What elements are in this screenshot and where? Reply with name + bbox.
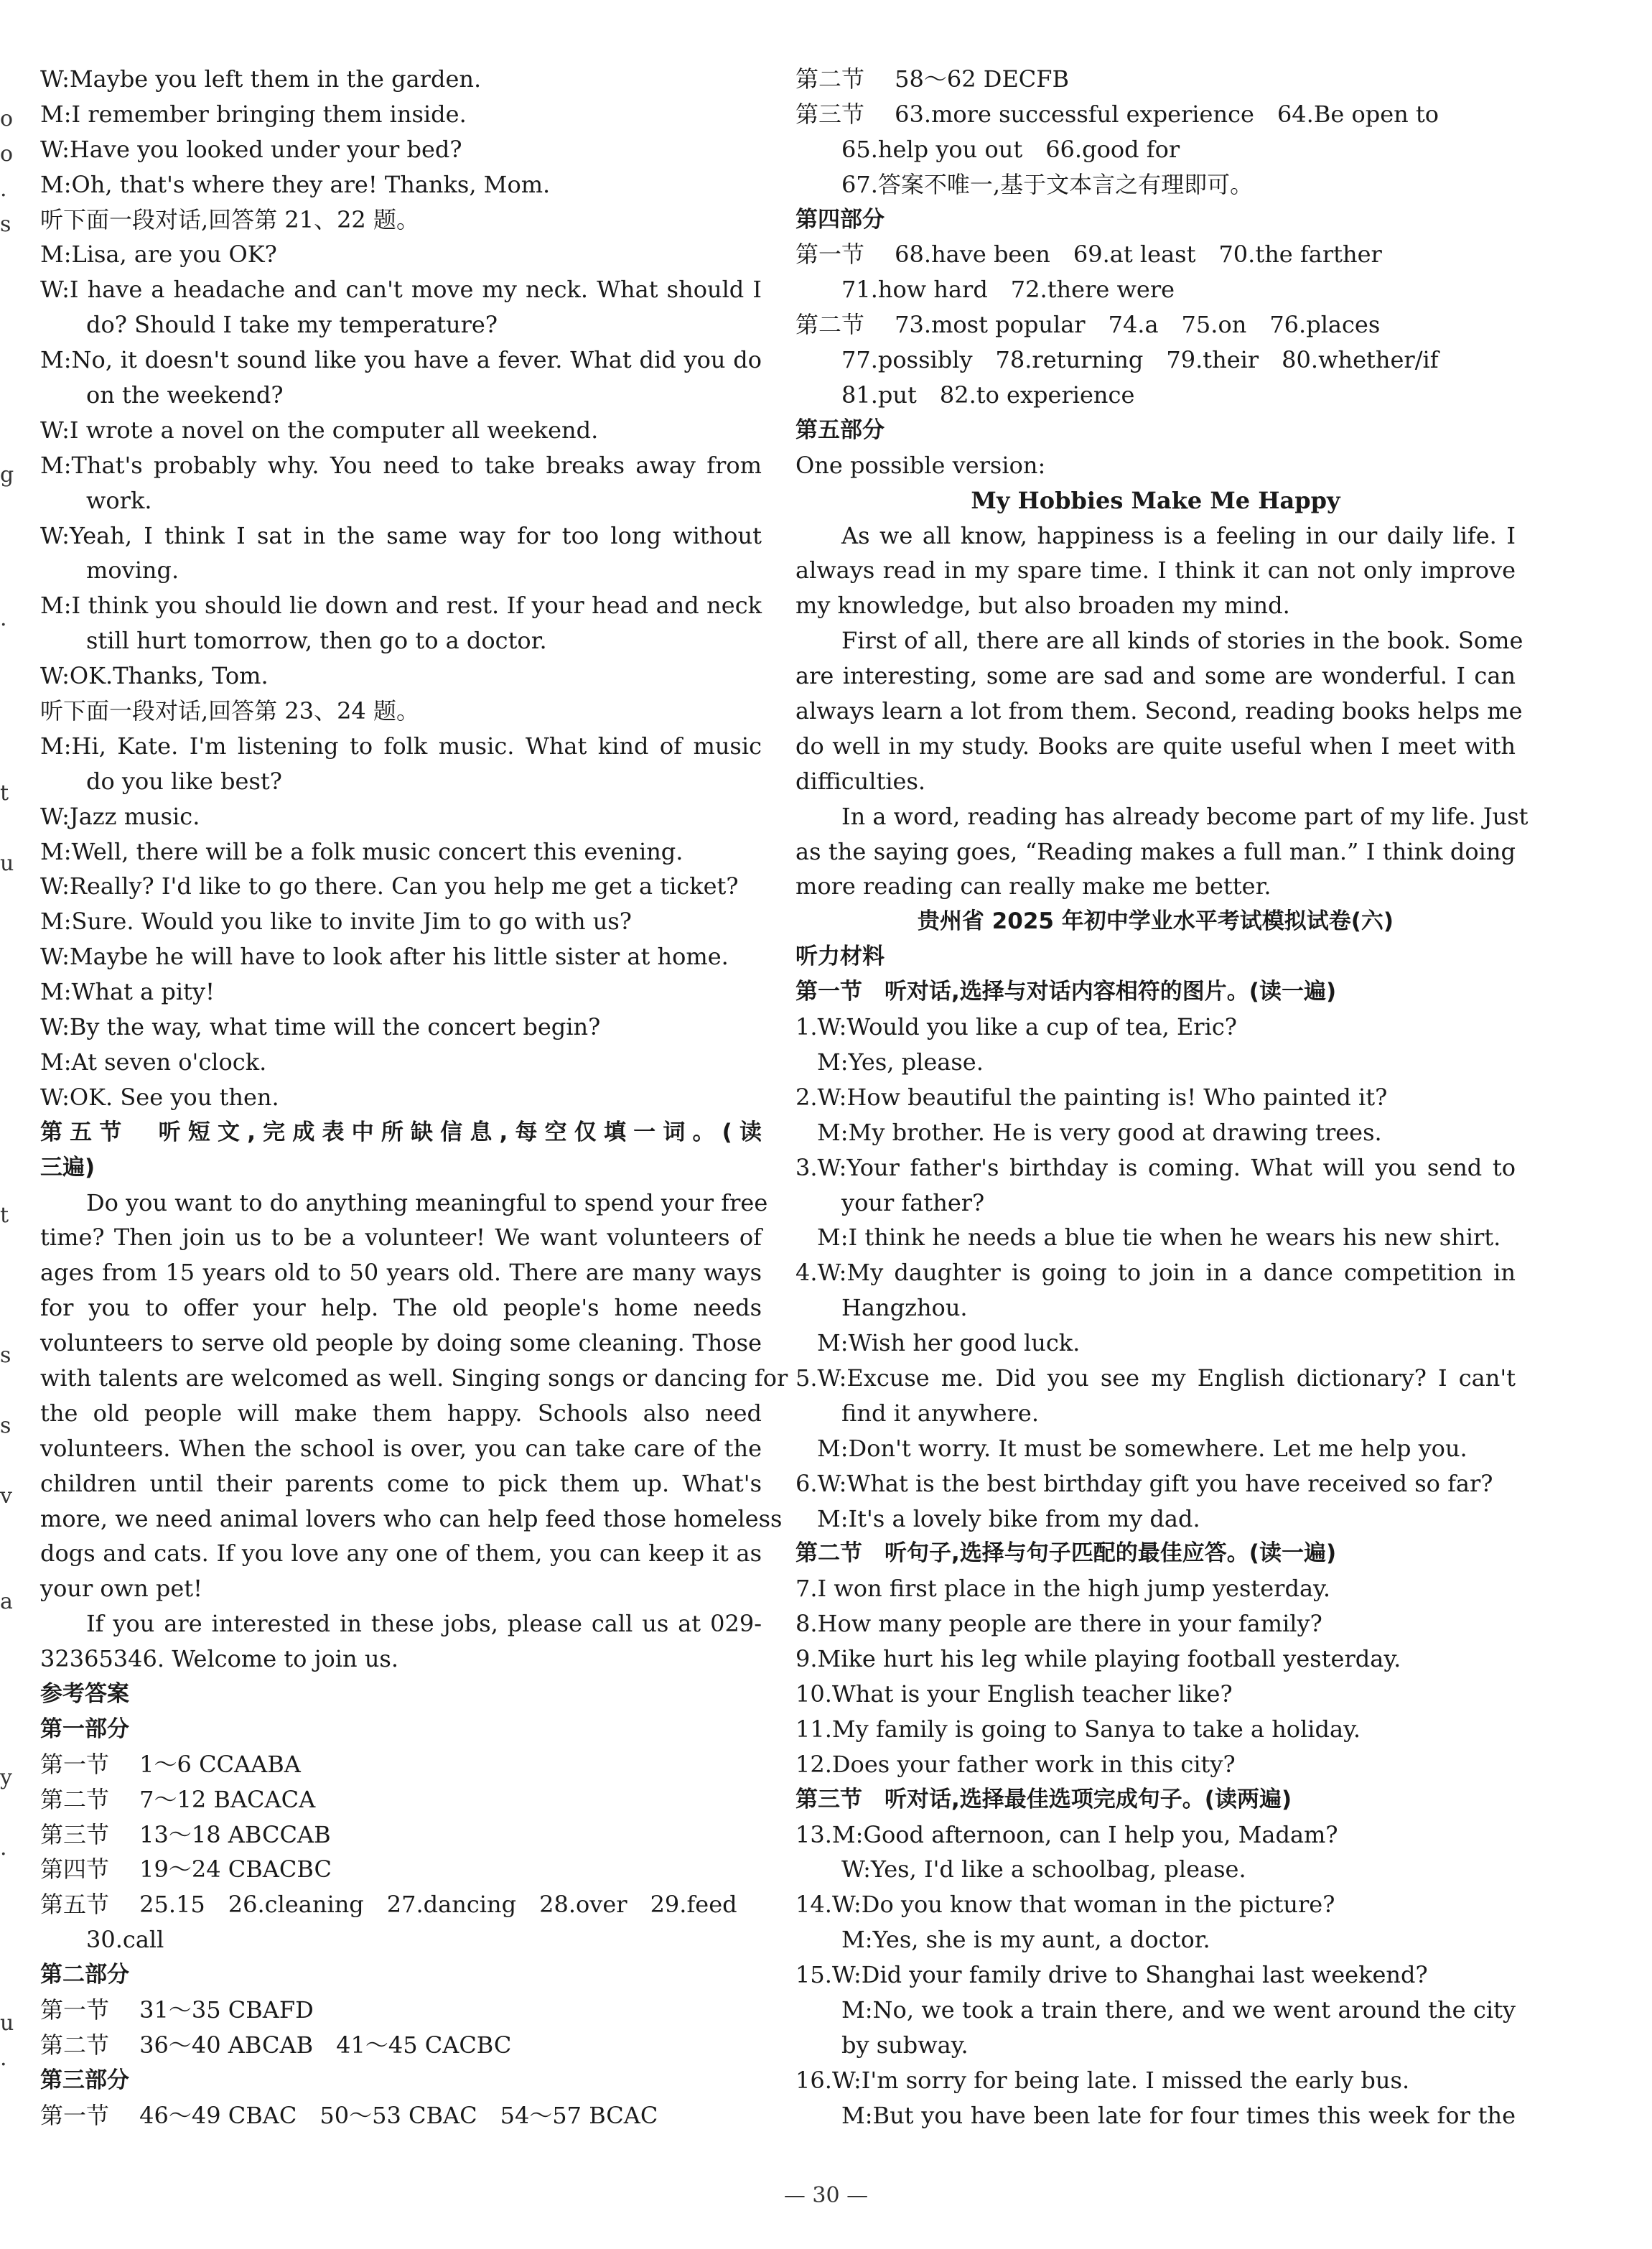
- left-text-line: W:Maybe he will have to look after his little sister at home.: [40, 943, 729, 971]
- left-text-line: If you are interested in these jobs, please call us at 029-: [86, 1610, 762, 1638]
- left-text-line: on the weekend?: [86, 381, 284, 409]
- right-text-line: always read in my spare time. I think it can not only improve: [795, 557, 1516, 585]
- right-text-line: In a word, reading has already become part of my life. Just: [841, 802, 1529, 830]
- left-text-line: W:Yeah, I think I sat in the same way for too long without: [40, 521, 762, 549]
- edge-mark: a: [0, 1589, 13, 1614]
- left-text-line: 第一部分: [40, 1715, 129, 1742]
- right-text-line: 12.Does your father work in this city?: [795, 1750, 1236, 1778]
- edge-mark: .: [0, 606, 7, 631]
- edge-mark: u: [0, 2011, 14, 2036]
- left-text-line: M:No, it doesn't sound like you have a fever. What did you do: [40, 346, 762, 374]
- left-text-line: 听下面一段对话,回答第 23、24 题。: [40, 697, 419, 725]
- right-text-line: 14.W:Do you know that woman in the picture?: [795, 1891, 1335, 1919]
- left-text-line: W:Really? I'd like to go there. Can you help me get a ticket?: [40, 872, 739, 900]
- right-text-line: 第二节 听句子,选择与句子匹配的最佳应答。(读一遍): [795, 1540, 1337, 1567]
- right-text-line: 11.My family is going to Sanya to take a holiday.: [795, 1715, 1361, 1743]
- right-text-line: as the saying goes, “Reading makes a full man.” I think doing: [795, 837, 1516, 865]
- left-text-line: 第二部分: [40, 1962, 129, 1988]
- edge-mark: o: [0, 141, 14, 167]
- right-text-line: M:I think he needs a blue tie when he wears his new shirt.: [817, 1224, 1501, 1252]
- right-text-line: M:It's a lovely bike from my dad.: [817, 1504, 1200, 1532]
- right-text-line: M:My brother. He is very good at drawing trees.: [817, 1118, 1382, 1146]
- right-text-line: M:Yes, she is my aunt, a doctor.: [841, 1926, 1210, 1954]
- left-text-line: 第二节 7～12 BACACA: [40, 1785, 316, 1813]
- left-text-line: volunteers to serve old people by doing some cleaning. Those: [40, 1329, 762, 1357]
- left-text-line: the old people will make them happy. Schools also need: [40, 1399, 762, 1427]
- left-text-line: 第二节 36～40 ABCAB 41～45 CACBC: [40, 2031, 512, 2059]
- left-text-line: M:I think you should lie down and rest. If your head and neck: [40, 592, 762, 620]
- left-text-line: ages from 15 years old to 50 years old. There are many ways: [40, 1259, 762, 1287]
- edge-mark: g: [0, 462, 14, 488]
- left-text-line: W:OK.Thanks, Tom.: [40, 662, 269, 690]
- left-text-line: volunteers. When the school is over, you can take care of the: [40, 1434, 762, 1462]
- left-text-line: M:Oh, that's where they are! Thanks, Mom.: [40, 170, 551, 198]
- right-text-line: 10.What is your English teacher like?: [795, 1680, 1233, 1708]
- right-text-line: do well in my study. Books are quite useful when I meet with: [795, 732, 1516, 760]
- right-text-line: more reading can really make me better.: [795, 872, 1271, 900]
- left-text-line: W:I wrote a novel on the computer all weekend.: [40, 416, 599, 444]
- right-text-line: 第二节 58～62 DECFB: [795, 65, 1070, 93]
- right-text-line: by subway.: [841, 2031, 969, 2059]
- right-text-line: my knowledge, but also broaden my mind.: [795, 592, 1290, 620]
- left-text-line: 第四节 19～24 CBACBC: [40, 1855, 332, 1884]
- right-text-line: difficulties.: [795, 767, 926, 795]
- left-text-line: with talents are welcomed as well. Singing songs or dancing for: [40, 1364, 788, 1392]
- edge-mark: t: [0, 1203, 9, 1228]
- left-text-line: still hurt tomorrow, then go to a doctor.: [86, 627, 547, 655]
- left-text-line: time? Then join us to be a volunteer! We want volunteers of: [40, 1224, 762, 1252]
- right-text-line: 第五部分: [795, 416, 885, 443]
- right-text-line: 贵州省 2025 年初中学业水平考试模拟试卷(六): [917, 908, 1394, 935]
- right-text-line: 听力材料: [795, 944, 885, 970]
- right-text-line: Hangzhou.: [841, 1294, 968, 1322]
- left-text-line: children until their parents come to pick them up. What's: [40, 1469, 762, 1497]
- left-text-line: M:Sure. Would you like to invite Jim to go with us?: [40, 908, 632, 936]
- right-text-line: 6.W:What is the best birthday gift you have received so far?: [795, 1469, 1493, 1497]
- left-text-line: W:By the way, what time will the concert begin?: [40, 1013, 601, 1041]
- right-text-line: M:No, we took a train there, and we went around the city: [841, 1996, 1516, 2024]
- right-text-line: One possible version:: [795, 451, 1046, 479]
- left-text-line: moving.: [86, 557, 179, 585]
- left-text-line: M:At seven o'clock.: [40, 1048, 267, 1076]
- left-text-line: 第一节 46～49 CBAC 50～53 CBAC 54～57 BCAC: [40, 2101, 658, 2129]
- right-text-line: 81.put 82.to experience: [841, 381, 1135, 409]
- left-text-line: Do you want to do anything meaningful to spend your free: [86, 1188, 768, 1216]
- right-text-line: First of all, there are all kinds of stories in the book. Some: [841, 627, 1523, 655]
- right-text-line: 第一节 听对话,选择与对话内容相符的图片。(读一遍): [795, 979, 1337, 1005]
- right-text-line: 1.W:Would you like a cup of tea, Eric?: [795, 1013, 1237, 1041]
- left-text-line: do you like best?: [86, 767, 282, 795]
- left-text-line: 第三部分: [40, 2067, 129, 2093]
- right-text-line: 16.W:I'm sorry for being late. I missed the early bus.: [795, 2066, 1410, 2094]
- right-text-line: M:Yes, please.: [817, 1048, 984, 1076]
- right-text-line: your father?: [841, 1188, 985, 1216]
- left-text-line: 第一节 1～6 CCAABA: [40, 1750, 301, 1778]
- right-text-line: 第四部分: [795, 206, 885, 233]
- right-text-line: 8.How many people are there in your family?: [795, 1610, 1322, 1638]
- left-text-line: 32365346. Welcome to join us.: [40, 1645, 399, 1673]
- edge-mark: s: [0, 1413, 11, 1438]
- right-text-line: As we all know, happiness is a feeling in our daily life. I: [841, 521, 1516, 549]
- edge-mark: .: [0, 1835, 7, 1861]
- left-text-line: your own pet!: [40, 1575, 202, 1603]
- left-text-line: M:What a pity!: [40, 978, 215, 1006]
- page-number: — 30 —: [783, 2183, 869, 2208]
- right-text-line: 第一节 68.have been 69.at least 70.the farther: [795, 241, 1382, 269]
- left-text-line: 听下面一段对话,回答第 21、22 题。: [40, 205, 419, 233]
- left-text-line: W:Jazz music.: [40, 802, 200, 830]
- right-column: [795, 62, 1529, 2133]
- right-text-line: M:Wish her good luck.: [817, 1329, 1081, 1357]
- right-text-line: 67.答案不唯一,基于文本言之有理即可。: [841, 170, 1254, 198]
- left-text-line: 第三节 13～18 ABCCAB: [40, 1820, 331, 1848]
- left-text-line: M:Lisa, are you OK?: [40, 241, 277, 269]
- right-text-line: are interesting, some are sad and some are wonderful. I can: [795, 662, 1516, 690]
- right-text-line: M:But you have been late for four times this week for the: [841, 2101, 1516, 2129]
- right-text-line: always learn a lot from them. Second, reading books helps me: [795, 697, 1523, 725]
- left-text-line: M:I remember bringing them inside.: [40, 100, 467, 128]
- left-text-line: do? Should I take my temperature?: [86, 311, 498, 339]
- left-text-line: W:OK. See you then.: [40, 1083, 279, 1111]
- edge-mark: y: [0, 1765, 12, 1790]
- left-text-line: 30.call: [86, 1926, 164, 1954]
- left-text-line: W:Have you looked under your bed?: [40, 135, 462, 163]
- right-text-line: 9.Mike hurt his leg while playing football yesterday.: [795, 1645, 1401, 1673]
- left-text-line: M:Hi, Kate. I'm listening to folk music. What kind of music: [40, 732, 762, 760]
- left-text-line: dogs and cats. If you love any one of them, you can keep it as: [40, 1540, 762, 1568]
- left-column: [40, 62, 788, 2133]
- left-text-line: M:That's probably why. You need to take breaks away from: [40, 451, 762, 479]
- right-text-line: 第三节 63.more successful experience 64.Be open to: [795, 100, 1439, 128]
- right-text-line: 第二节 73.most popular 74.a 75.on 76.places: [795, 311, 1381, 339]
- right-text-line: 15.W:Did your family drive to Shanghai last weekend?: [795, 1961, 1428, 1989]
- right-text-line: My Hobbies Make Me Happy: [971, 486, 1340, 514]
- edge-mark: o: [0, 106, 14, 131]
- left-text-line: 第五节 25.15 26.cleaning 27.dancing 28.over 29.feed: [40, 1891, 737, 1919]
- right-text-line: 第三节 听对话,选择最佳选项完成句子。(读两遍): [795, 1786, 1292, 1812]
- edge-mark: .: [0, 2046, 7, 2071]
- right-text-line: 2.W:How beautiful the painting is! Who painted it?: [795, 1083, 1388, 1111]
- left-text-line: W:Maybe you left them in the garden.: [40, 65, 482, 93]
- right-text-line: 7.I won first place in the high jump yesterday.: [795, 1575, 1331, 1603]
- left-text-line: 第一节 31～35 CBAFD: [40, 1996, 314, 2024]
- left-text-line: more, we need animal lovers who can help feed those homeless: [40, 1504, 783, 1532]
- right-text-line: 3.W:Your father's birthday is coming. What will you send to: [795, 1153, 1516, 1181]
- right-text-line: W:Yes, I'd like a schoolbag, please.: [841, 1855, 1246, 1884]
- edge-mark: t: [0, 781, 9, 806]
- right-text-line: 71.how hard 72.there were: [841, 276, 1175, 304]
- right-text-line: 65.help you out 66.good for: [841, 135, 1180, 163]
- right-text-line: 4.W:My daughter is going to join in a dance competition in: [795, 1259, 1516, 1287]
- right-text-line: 5.W:Excuse me. Did you see my English dictionary? I can't: [795, 1364, 1516, 1392]
- left-text-line: for you to offer your help. The old people's home needs: [40, 1294, 762, 1322]
- edge-mark: v: [0, 1484, 12, 1509]
- left-text-line: W:I have a headache and can't move my neck. What should I: [40, 276, 762, 304]
- left-text-line: 第五节 听短文,完成表中所缺信息,每空仅填一词。(读: [40, 1119, 762, 1145]
- right-text-line: 77.possibly 78.returning 79.their 80.whether/if: [841, 346, 1439, 374]
- edge-mark: s: [0, 1343, 11, 1368]
- right-text-line: find it anywhere.: [841, 1399, 1039, 1427]
- left-text-line: 三遍): [40, 1154, 95, 1181]
- edge-mark: .: [0, 177, 7, 202]
- edge-mark: u: [0, 851, 14, 876]
- left-text-line: 参考答案: [40, 1680, 129, 1707]
- right-text-line: M:Don't worry. It must be somewhere. Let me help you.: [817, 1434, 1467, 1462]
- left-text-line: M:Well, there will be a folk music concert this evening.: [40, 837, 683, 865]
- left-text-line: work.: [86, 486, 152, 514]
- right-text-line: 13.M:Good afternoon, can I help you, Madam?: [795, 1820, 1338, 1848]
- edge-mark: s: [0, 212, 11, 237]
